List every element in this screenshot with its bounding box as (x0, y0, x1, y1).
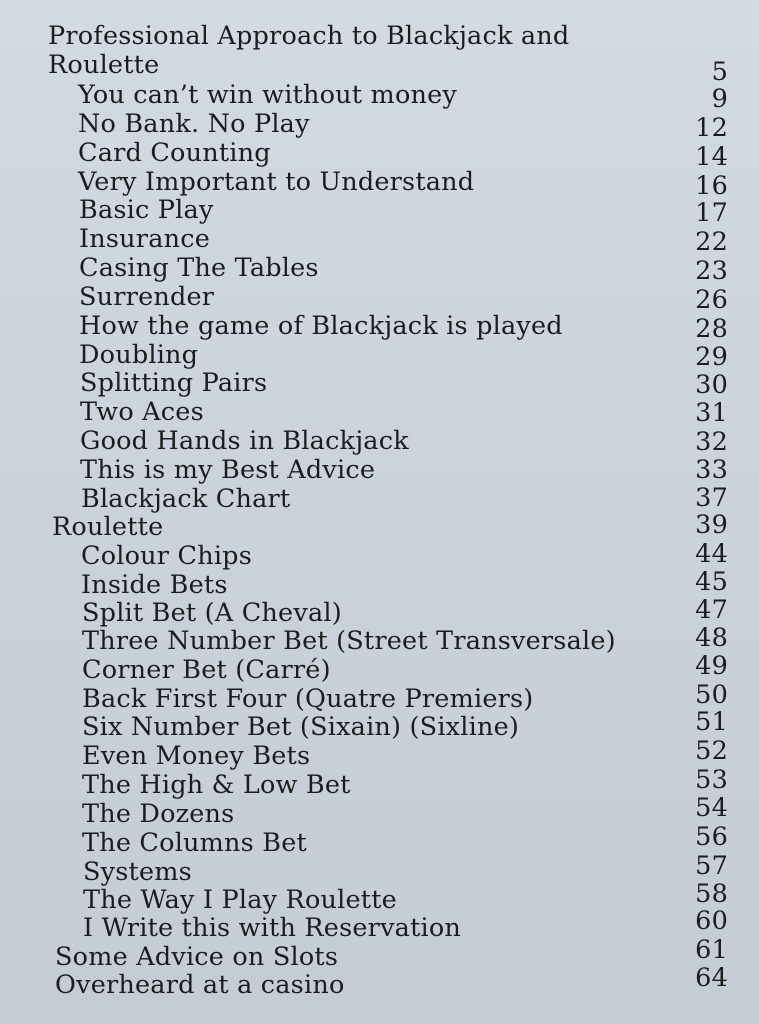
toc-entry-title: Three Number Bet (Street Transversale) (82, 626, 616, 656)
toc-entry-title: Doubling (79, 340, 199, 370)
toc-entry-title: Blackjack Chart (81, 484, 291, 514)
toc-entry-page: 51 (695, 707, 728, 737)
toc-entry-title: I Write this with Reservation (83, 913, 462, 943)
toc-entry-title: The Way I Play Roulette (83, 885, 397, 915)
toc-entry-title: Casing The Tables (79, 253, 319, 283)
toc-entry-title: Inside Bets (81, 570, 228, 600)
toc-entry-page: 47 (695, 595, 728, 625)
toc-entry (0, 167, 759, 201)
toc-entry-page: 49 (695, 651, 728, 681)
toc-entry-page: 64 (695, 963, 728, 993)
toc-entry-page: 30 (695, 370, 728, 400)
toc-entry-title: Surrender (79, 282, 215, 312)
toc-entry-title: Corner Bet (Carré) (82, 655, 331, 685)
toc-entry (0, 595, 759, 628)
toc-entry (0, 456, 759, 484)
toc-entry-page: 12 (695, 113, 728, 143)
toc-entry-title: Basic Play (79, 195, 214, 225)
toc-entry (0, 707, 759, 742)
toc-entry-title: Overheard at a casino (55, 970, 345, 1000)
toc-entry-heading (0, 963, 759, 1000)
toc-entry (0, 109, 759, 143)
toc-entry-page: 16 (695, 171, 728, 201)
toc-entry (0, 680, 759, 714)
toc-entry-title: Professional Approach to Blackjack and (48, 21, 570, 51)
toc-entry-title: The Columns Bet (82, 828, 307, 858)
toc-entry-page: 37 (695, 483, 728, 513)
toc-entry-title: The Dozens (82, 799, 235, 829)
toc-entry (0, 906, 759, 943)
toc-entry-page: 50 (695, 680, 728, 710)
toc-entry-page: 48 (695, 623, 728, 653)
toc-entry-title: Back First Four (Quatre Premiers) (82, 684, 534, 714)
toc-entry-heading (0, 50, 759, 87)
toc-entry-page: 54 (695, 793, 728, 823)
toc-entry (0, 567, 759, 600)
toc-entry-heading (0, 510, 759, 542)
toc-entry (0, 793, 759, 829)
toc-entry (0, 485, 759, 513)
toc-entry-title: The High & Low Bet (82, 770, 351, 800)
toc-entry-page: 26 (695, 285, 728, 315)
toc-entry (0, 736, 759, 771)
toc-entry-page: 56 (695, 822, 728, 852)
toc-entry-title: Six Number Bet (Sixain) (Sixline) (82, 712, 520, 742)
toc-entry-title: How the game of Blackjack is played (79, 311, 563, 341)
toc-entry-title: Colour Chips (81, 541, 252, 571)
toc-entry-heading (0, 22, 759, 50)
toc-entry-page: 53 (695, 765, 728, 795)
toc-entry (0, 340, 759, 372)
toc-entry-page: 22 (695, 227, 728, 257)
toc-entry-page: 52 (695, 736, 728, 766)
toc-entry-title: Systems (83, 857, 192, 887)
toc-entry (0, 224, 759, 257)
toc-entry (0, 195, 759, 228)
toc-entry-page: 9 (711, 84, 728, 114)
toc-entry (0, 311, 759, 344)
toc-entry (0, 623, 759, 656)
toc-entry-page: 58 (695, 879, 728, 909)
toc-entry-page: 14 (695, 142, 728, 172)
toc-entry (0, 398, 759, 426)
toc-entry-page: 61 (695, 935, 728, 965)
toc-entry-title: Splitting Pairs (80, 368, 268, 398)
toc-entry-title: This is my Best Advice (80, 455, 376, 485)
toc-entry (0, 80, 759, 114)
toc-entry-title: Roulette (52, 512, 164, 542)
toc-entry-page: 60 (695, 906, 728, 936)
toc-entry-title: You can’t win without money (78, 80, 458, 110)
toc-entry (0, 765, 759, 800)
toc-entry (0, 539, 759, 571)
toc-entry-title: Good Hands in Blackjack (80, 426, 409, 456)
toc-entry (0, 879, 759, 915)
toc-entry-title: Two Aces (80, 397, 204, 427)
toc-entry (0, 138, 759, 172)
toc-entry-title: Roulette (48, 50, 160, 80)
toc-entry (0, 253, 759, 286)
toc-entry-page: 33 (695, 455, 728, 485)
toc-entry (0, 427, 759, 455)
toc-entry-title: No Bank. No Play (78, 109, 310, 139)
toc-entry-page: 23 (695, 256, 728, 286)
toc-entry-page: 44 (695, 539, 728, 569)
toc-entry-title: Insurance (79, 224, 210, 254)
toc-entry-page: 45 (695, 567, 728, 597)
toc-entry-title: Card Counting (78, 138, 271, 168)
toc-entry (0, 282, 759, 315)
toc-entry-page: 5 (711, 57, 728, 87)
toc-entry-page: 17 (695, 198, 728, 228)
toc-entry-title: Some Advice on Slots (55, 942, 339, 972)
toc-entry-page: 32 (695, 427, 728, 457)
toc-entry-page: 29 (695, 342, 728, 372)
toc-entry-page: 39 (695, 510, 728, 540)
toc-entry-title: Split Bet (A Cheval) (82, 598, 342, 628)
toc-entry-title: Even Money Bets (82, 741, 311, 771)
toc-entry-page: 31 (695, 398, 728, 428)
toc-entry-page: 57 (695, 851, 728, 881)
toc-entry-page: 28 (695, 314, 728, 344)
toc-entry (0, 368, 759, 400)
toc-entry (0, 851, 759, 887)
toc-entry (0, 651, 759, 685)
toc-entry-title: Very Important to Understand (78, 167, 475, 197)
toc-entry (0, 822, 759, 858)
toc-entry-heading (0, 935, 759, 972)
